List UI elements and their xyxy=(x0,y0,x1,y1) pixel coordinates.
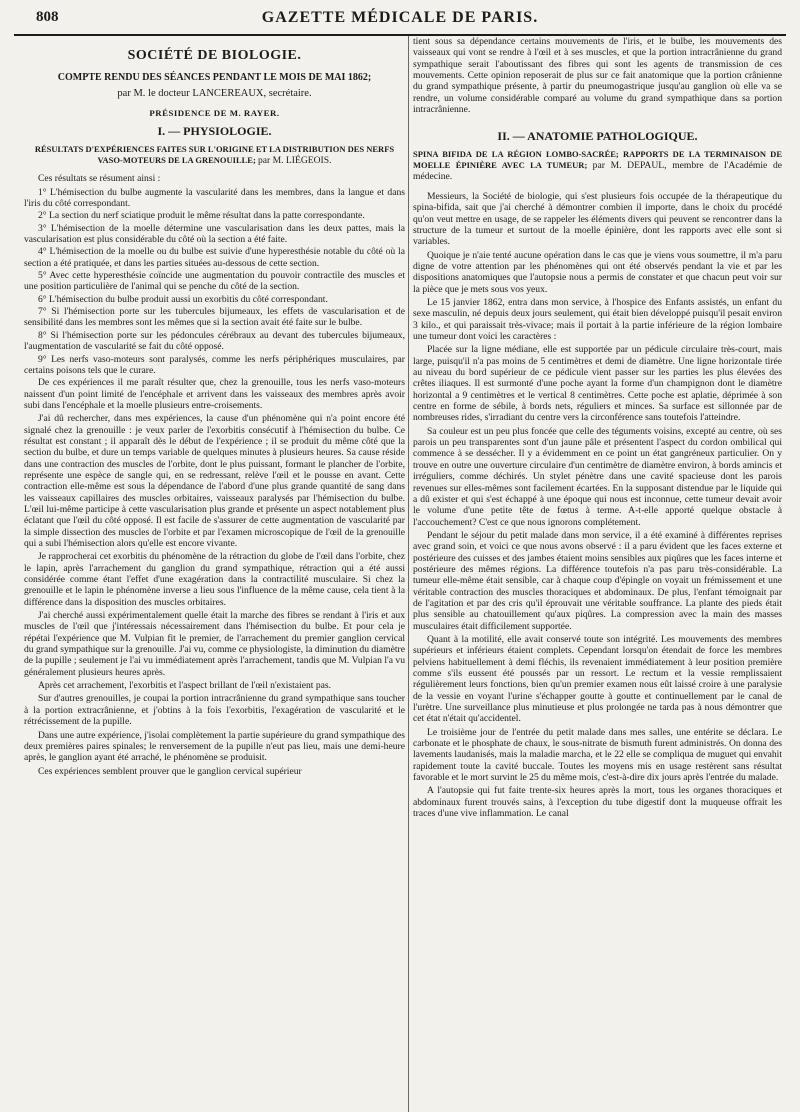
page-number: 808 xyxy=(36,9,59,25)
running-head xyxy=(14,4,786,36)
experiments-author: par M. LIÉGEOIS. xyxy=(257,154,332,166)
body-paragraph: Ces expériences semblent prouver que le ganglion cervical supérieur xyxy=(38,765,302,777)
result-item: 3° L'hémisection de la moelle détermine une vascularisation dans les deux pattes, mais la vascularisation est plus considérable du côté où la section a été faite. xyxy=(24,222,405,246)
result-item: 7° Si l'hémisection porte sur les tubercules bijumeaux, les effets de vascularisation et de sensibilité dans les membres sont les mêmes que si la section avait été faite sur le bulbe. xyxy=(24,306,405,329)
report-byline: par M. le docteur LANCEREAUX, secrétaire. xyxy=(117,88,312,99)
body-paragraph: A l'autopsie qui fut faite trente-six heures après la mort, tous les organes thoraciques et abdominaux furent trouvés sains, à l'exception du tube digestif dont la muqueuse offrait les traces d'une vive inflammation. Le canal xyxy=(413,785,782,820)
left-column xyxy=(24,36,405,1112)
two-column-body xyxy=(14,36,786,1112)
society-title: SOCIÉTÉ DE BIOLOGIE. xyxy=(127,48,302,63)
result-item: 4° L'hémisection de la moelle ou du bulbe est suivie d'une hyperesthésie notable du côté où la section a été pratiquée, et dans les parties situées au-dessous de cette section. xyxy=(24,246,405,269)
body-paragraph: Le 15 janvier 1862, entra dans mon service, à l'hospice des Enfants assistés, un enfant du sexe masculin, né depuis deux jours seulement, qui était bien développé puisqu'il pesait environ 3 kilo., et qui paraissait très-vivace; mais il portait à la partie inférieure de la région lombaire une tumeur dont voici les caractères : xyxy=(413,297,782,343)
report-title: COMPTE RENDU DES SÉANCES PENDANT LE MOIS DE MAI 1862; xyxy=(57,72,372,83)
body-paragraph: Messieurs, la Société de biologie, qui s'est plusieurs fois occupée de la thérapeutique du spina-bifida, sait que j'ai cherché à démontrer combien il importe, dans le choix du procédé qu'on veut mettre en usage, de se rappeler les éléments divers qui peuvent se rencontrer dans la structure de la tumeur et surtout de la moelle épinière, dont les rapports avec elle sont si variables. xyxy=(413,190,782,248)
body-paragraph: Pendant le séjour du petit malade dans mon service, il a été examiné à différentes reprises avec grand soin, et voici ce que nous avons observé : il a paru évident que les faces externe et postérieure des cuisses et des jambes étaient moins sensibles aux piqûres que les faces interne et postérieure des mêmes régions. La différence toutefois n'a pas paru très-considérable. La tumeur elle-même était sensible, car à chaque coup d'épingle on voyait un frémissement et une véritable contraction des muscles thoraciques et abdominaux. De plus, l'enfant témoignait par de l'agitation et par des cris qu'il éprouvait une véritable souffrance. La plante des pieds était plus sensible au chatouillement qu'aux piqûres. La compression avec la main des masses musculaires était difficilement supportée. xyxy=(413,529,782,632)
section-heading-anatomie: II. — ANATOMIE PATHOLOGIQUE. xyxy=(497,129,698,144)
spina-bifida-title-text: SPINA BIFIDA DE LA RÉGION LOMBO-SACRÉE; RAPPORTS DE LA TERMINAISON DE MOELLE ÉPINIÈRE AVEC LA TUMEUR; xyxy=(413,149,782,170)
result-item: 9° Les nerfs vaso-moteurs sont paralysés, comme les nerfs périphériques musculaires, par certains poisons tels que le curare. xyxy=(24,353,405,376)
result-item: 2° La section du nerf sciatique produit le même résultat dans la patte correspondante. xyxy=(38,210,365,222)
body-paragraph: J'ai cherché aussi expérimentalement quelle était la marche des fibres se rendant à l'iris et aux muscles de l'œil que j'intéressais nécessairement dans l'hémisection du bulbe. Et pour cela je répétai l'expérience que M. Vulpian fit le premier, de l'arrachement du premier ganglion cervical du grand sympathique sur la grenouille. J'ai vu, comme ce physiologiste, la diminution du diamètre de la pupille ; seulement je l'ai vu immédiatement après l'arrachement, tandis que M. Vulpian l'a vu généralement plusieurs heures après. xyxy=(24,610,405,678)
body-paragraph: Quoique je n'aie tenté aucune opération dans le cas que je viens vous soumettre, il m'a paru digne de votre attention par les phénomènes qui ont été observés pendant la vie et par les dispositions anatomiques que l'autopsie nous a permis de constater et que chacun peut voir sur la pièce que je mets sous vos yeux. xyxy=(413,249,782,295)
experiments-title-text: RÉSULTATS D'EXPÉRIENCES FAITES SUR L'ORIGINE ET LA DISTRIBUTION DES NERFS VASO-MOTEURS DE LA GRENOUILLE; xyxy=(34,144,395,165)
body-paragraph: Après cet arrachement, l'exorbitis et l'aspect brillant de l'œil n'existaient pas. xyxy=(38,680,332,692)
result-item: 5° Avec cette hyperesthésie coïncide une augmentation du pouvoir contractile des muscles et une position particulière de l'animal qui se penche du côté de la section. xyxy=(24,270,405,293)
body-paragraph: De ces expériences il me paraît résulter que, chez la grenouille, tous les nerfs vaso-moteurs naissent d'un point limité de l'encéphale et arrivent dans les vaisseaux des membres après avoir subi dans l'encéphale et la moelle plusieurs entre-croisements. xyxy=(24,377,405,411)
body-paragraph: Sur d'autres grenouilles, je coupai la portion intracrânienne du grand sympathique sans toucher à la portion extracrânienne, et j'obtins à la fois l'exorbitis, l'exagération de vascularité et le rétrécissement de la pupille. xyxy=(24,693,405,728)
spina-bifida-title xyxy=(413,149,782,183)
continued-paragraph: tient sous sa dépendance certains mouvements de l'iris, et le bulbe, les mouvements des vaisseaux qui vont se rendre à l'œil et à ses muscles, et que la portion intracrânienne du grand sympathique serait l'aboutissant des fibres qui sont les agents de transmission de ces mouvements. Cette opinion reposerait de plus sur ce fait anatomique que la portion crânienne du grand sympathique présente, à partir du pneumogastrique jusqu'au ganglion où elle va se rendre, un volume considérable comparé au volume du grand sympathique dans sa portion intracrânienne. xyxy=(413,36,782,116)
body-paragraph: Sa couleur est un peu plus foncée que celle des téguments voisins, excepté au centre, où ses parois un peu transparentes sont d'un jaune pâle et présentent l'aspect du cordon ombilical qui commence à se dessécher. Il y a évidemment en ce point un état gangréneux particulier. On y trouve en outre une ouverture circulaire d'un centimètre de diamètre environ, à bords amincis et irréguliers, comme déchirés. Un stylet pénètre dans une cavité spacieuse dont les parois revenues sur elles-mêmes sont facilement écartées. En la supposant distendue par le liquide qui a dû exister et qui s'est échappé à une époque qui nous est inconnue, cette tumeur devait avoir le volume d'une petite tête de fœtus à terme. A-t-elle apporté quelque obstacle à l'accouchement? C'est ce que nous ignorons complétement. xyxy=(413,425,782,528)
journal-title: GAZETTE MÉDICALE DE PARIS. xyxy=(261,9,539,26)
body-paragraph: Dans une autre expérience, j'isolai complètement la partie supérieure du grand sympathique des deux premières paires spinales; le renversement de la pupille n'eut pas lieu, mais une demi-heure après, le ganglion ayant été arraché, le phénomène se produisit. xyxy=(24,729,405,764)
column-divider xyxy=(408,36,409,1112)
section-heading-physiologie: I. — PHYSIOLOGIE. xyxy=(157,124,272,139)
result-item: 6° L'hémisection du bulbe produit aussi un exorbitis du côté correspondant. xyxy=(38,293,328,305)
body-paragraph: Je rapprocherai cet exorbitis du phénomène de la rétraction du globe de l'œil dans l'orbite, chez le lapin, après l'arrachement du ganglion du grand sympathique, rétraction qui a été aussi considérée comme étant l'effet d'une exagération dans la contractilité musculaire. Si chez la grenouille et le lapin le phénomène inverse a lieu sous l'influence de la même cause, cela tient à la différence dans la disposition des muscles orbitaires. xyxy=(24,551,405,608)
presidence-line: PRÉSIDENCE DE M. RAYER. xyxy=(149,108,280,118)
spina-bifida-author: par M. DEPAUL, membre de l'Académie de médecine. xyxy=(413,159,782,183)
experiments-title xyxy=(24,144,405,166)
body-paragraph: Le troisième jour de l'entrée du petit malade dans mes salles, une entérite se déclara. Le carbonate et le phosphate de chaux, le sous-nitrate de bismuth furent administrés. On donna des lavements laudanisés, mais la maladie marcha, et le 22 elle se compliqua de muguet qui envahit rapidement toute la cavité buccale. Toutes les moyens mis en usage restèrent sans résultat favorable et le mort survint le 25 du même mois, c'est-à-dire dix jours après l'entrée du malade. xyxy=(413,726,782,784)
section-spacer xyxy=(413,117,782,127)
results-intro: Ces résultats se résument ainsi : xyxy=(38,173,161,185)
body-paragraph: Placée sur la ligne médiane, elle est supportée par un pédicule circulaire très-court, mais large, puisqu'il n'a pas moins de 5 centimètres et demi de diamètre. Une ligne horizontale tirée au niveau du bord supérieur de ce pédicule vient passer sur les parties les plus élevées des crêtes iliaques. Il est surmonté d'une poche ayant la forme d'un champignon dont le diamètre horizontal a 9 centimètres et le vertical 8 centimètres. Cette poche est aplatie, déprimée à son centre en forme de sébile, à bords nets, réguliers et minces. Sa surface est sillonnée par de nombreuses rides, s'irradiant du centre vers la circonférence sans toutefois l'atteindre. xyxy=(413,344,782,424)
body-paragraph: J'ai dû rechercher, dans mes expériences, la cause d'un phénomène qui n'a point encore été signalé chez la grenouille : je veux parler de l'exorbitis consécutif à l'hémisection du bulbe. Ce résultat est constant ; il apparaît dès le début de l'expérience ; il se produit du même côté que la section du bulbe, et dure un temps variable de quelques minutes à plusieurs heures. Sa cause réside dans une contraction des muscles de l'orbite, dont le plus puissant, formant le plancher de l'orbite, représente une espèce de sangle qui, en se redressant, relève l'œil et le pousse en avant. Cette contraction elle-même est sous la dépendance de l'abord d'une plus grande quantité de sang dans les vaisseaux capillaires des muscles orbitaires, vaisseaux paralysés par l'hémisection du bulbe. L'œil lui-même participe à cette vascularisation plus grande et présente un aspect notablement plus éclatant que l'œil du côté opposé. Il est facile de s'assurer de cette augmentation de vascularité par la simple dissection des muscles de l'orbite et par l'examen microscopique de l'œil de la grenouille qui a subi l'hémisection alors qu'elle est encore vivante. xyxy=(24,413,405,549)
body-paragraph: Quant à la motilité, elle avait conservé toute son intégrité. Les mouvements des membres supérieurs et inférieurs étaient complets. Cependant lorsqu'on étendait de force les membres pelviens habituellement à demi fléchis, ils revenaient immédiatement à leur position première comme s'ils eussent été poussés par un ressort. Le rectum et la vessie remplissaient régulièrement leurs fonctions, bien qu'un premier examen nous eût laissé croire à une paralysie de la vessie en voyant l'urine s'échapper goutte à goutte et continuellement par le canal de l'urètre. Une surveillance plus minutieuse et plus prolongée ne tarda pas à nous démontrer que cet état n'était qu'accidentel. xyxy=(413,633,782,725)
result-item: 1° L'hémisection du bulbe augmente la vascularité dans les membres, dans la langue et dans l'iris du côté correspondant. xyxy=(24,186,405,210)
result-item: 8° Si l'hémisection porte sur les pédoncules cérébraux au devant des tubercules bijumeaux, l'augmentation de vascularité se fait du côté opposé. xyxy=(24,329,405,353)
right-column xyxy=(413,36,782,1112)
